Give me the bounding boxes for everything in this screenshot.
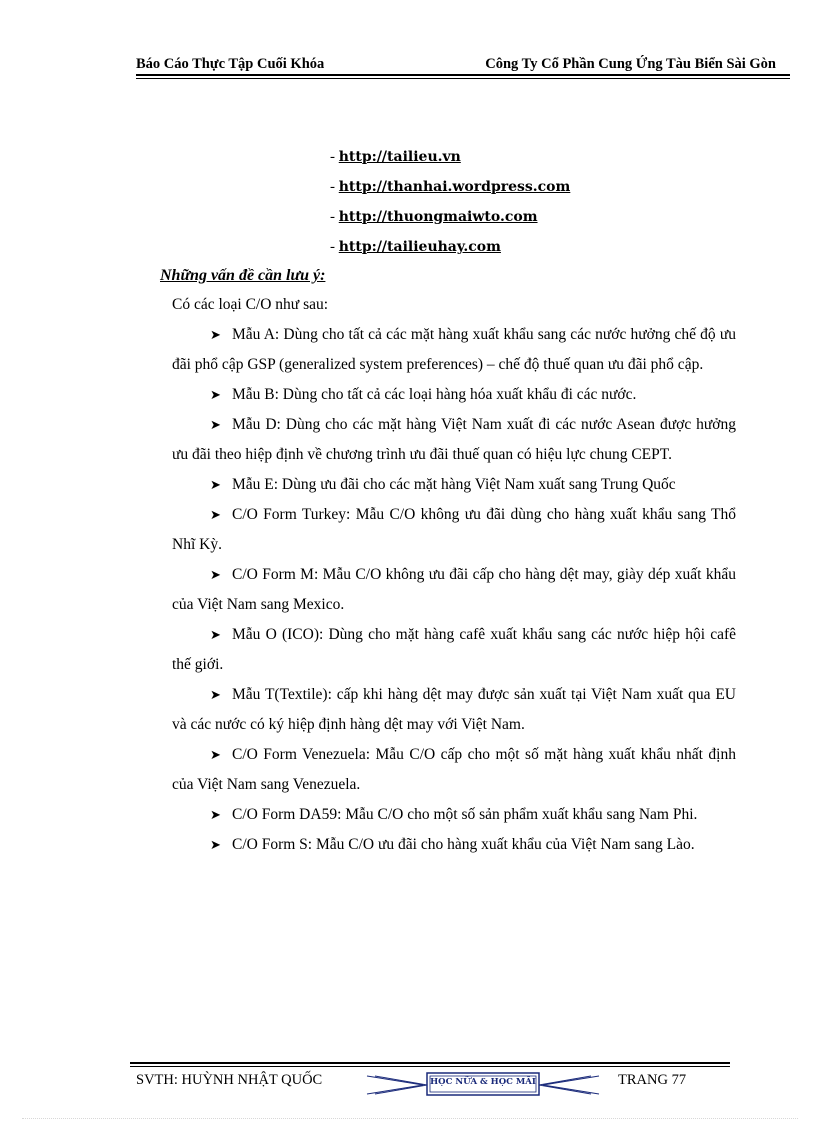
item-text: Mẫu T(Textile): cấp khi hàng dệt may được sản xuất tại Việt Nam xuất qua EU và các nước có ký hiệp định hàng dệt may với Việt Nam. xyxy=(172,686,736,733)
link-thuongmaiwto[interactable]: http://thuongmaiwto.com xyxy=(338,209,538,225)
arrow-bullet-icon: ➤ xyxy=(210,507,221,522)
link-dash: - xyxy=(330,149,339,165)
list-item xyxy=(172,800,736,830)
header-rule xyxy=(136,74,790,76)
item-text: C/O Form S: Mẫu C/O ưu đãi cho hàng xuất khẩu của Việt Nam sang Lào. xyxy=(232,836,695,853)
reference-links xyxy=(330,145,570,265)
list-item xyxy=(172,410,736,470)
page-header xyxy=(136,56,790,74)
footer-rule-thin xyxy=(130,1066,730,1067)
item-text: C/O Form Venezuela: Mẫu C/O cấp cho một số mặt hàng xuất khẩu nhất định của Việt Nam sang Venezuela. xyxy=(172,746,736,793)
list-item xyxy=(172,740,736,800)
link-dash: - xyxy=(330,209,339,225)
link-tailieu[interactable]: http://tailieu.vn xyxy=(338,149,461,165)
link-thanhai[interactable]: http://thanhai.wordpress.com xyxy=(338,179,571,195)
motto-text: HỌC NỮA & HỌC MÃI xyxy=(430,1077,536,1087)
arrow-bullet-icon: ➤ xyxy=(210,837,221,852)
link-item xyxy=(330,235,570,265)
item-text: Mẫu A: Dùng cho tất cả các mặt hàng xuất khẩu sang các nước hưởng chế độ ưu đãi phổ cập GSP (generalized system preferences) – chế độ thuế quan ưu đãi phổ cập. xyxy=(172,326,736,373)
list-item xyxy=(172,500,736,560)
list-item xyxy=(172,680,736,740)
section-title: Những vấn đề cần lưu ý: xyxy=(160,267,326,284)
author-name: SVTH: HUỲNH NHẬT QUỐC xyxy=(136,1072,323,1088)
arrow-bullet-icon: ➤ xyxy=(210,687,221,702)
link-tailieuhay[interactable]: http://tailieuhay.com xyxy=(338,239,501,255)
arrow-bullet-icon: ➤ xyxy=(210,747,221,762)
item-text: Mẫu B: Dùng cho tất cả các loại hàng hóa xuất khẩu đi các nước. xyxy=(232,386,637,403)
company-name: Công Ty Cổ Phần Cung Ứng Tàu Biển Sài Gòn xyxy=(485,56,776,72)
item-text: C/O Form Turkey: Mẫu C/O không ưu đãi dùng cho hàng xuất khẩu sang Thổ Nhĩ Kỳ. xyxy=(172,506,736,553)
item-text: Mẫu O (ICO): Dùng cho mặt hàng cafê xuất khẩu sang các nước hiệp hội cafê thế giới. xyxy=(172,626,736,673)
arrow-bullet-icon: ➤ xyxy=(210,327,221,342)
footer-rule xyxy=(130,1062,730,1064)
list-item xyxy=(172,830,736,860)
co-type-list xyxy=(172,320,736,860)
link-item xyxy=(330,175,570,205)
bottom-dotted-line xyxy=(22,1118,798,1119)
list-item xyxy=(172,320,736,380)
link-dash: - xyxy=(330,179,339,195)
arrow-bullet-icon: ➤ xyxy=(210,417,221,432)
list-item xyxy=(172,620,736,680)
list-item xyxy=(172,470,736,500)
link-item xyxy=(330,205,570,235)
list-item xyxy=(172,380,736,410)
intro-text: Có các loại C/O như sau: xyxy=(172,296,329,313)
header-rule-thin xyxy=(136,78,790,79)
arrow-bullet-icon: ➤ xyxy=(210,387,221,402)
report-title: Báo Cáo Thực Tập Cuối Khóa xyxy=(136,56,325,72)
item-text: C/O Form M: Mẫu C/O không ưu đãi cấp cho hàng dệt may, giày dép xuất khẩu của Việt Nam sang Mexico. xyxy=(172,566,736,613)
arrow-bullet-icon: ➤ xyxy=(210,567,221,582)
item-text: Mẫu D: Dùng cho các mặt hàng Việt Nam xuất đi các nước Asean được hưởng ưu đãi theo hiệp định về chương trình ưu đãi thuế quan có hiệu lực chung CEPT. xyxy=(172,416,736,463)
page-number: TRANG 77 xyxy=(618,1072,687,1088)
page-footer xyxy=(130,1062,730,1102)
item-text: Mẫu E: Dùng ưu đãi cho các mặt hàng Việt Nam xuất sang Trung Quốc xyxy=(232,476,676,493)
link-dash: - xyxy=(330,239,339,255)
item-text: C/O Form DA59: Mẫu C/O cho một số sản phẩm xuất khẩu sang Nam Phi. xyxy=(232,806,698,823)
arrow-bullet-icon: ➤ xyxy=(210,807,221,822)
arrow-bullet-icon: ➤ xyxy=(210,627,221,642)
link-item xyxy=(330,145,570,175)
list-item xyxy=(172,560,736,620)
arrow-bullet-icon: ➤ xyxy=(210,477,221,492)
